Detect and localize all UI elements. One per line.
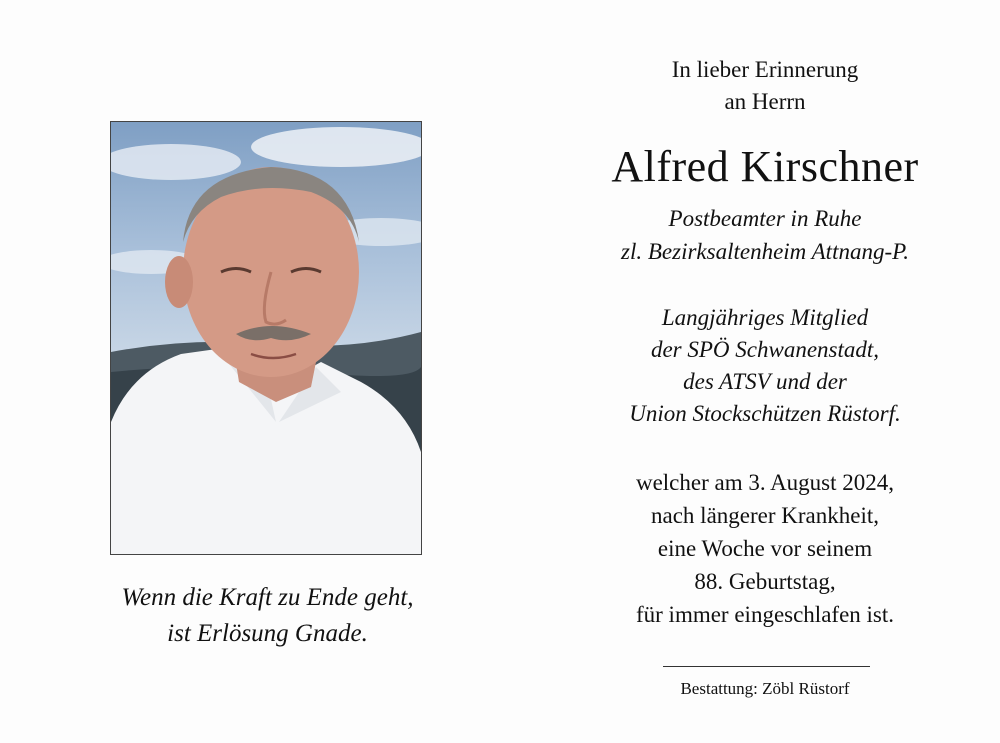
membership-text [520,302,1000,430]
membership-line: der SPÖ Schwanenstadt, [650,337,880,362]
quote-line: ist Erlösung Gnade. [167,620,368,647]
funeral-home: Bestattung: Zöbl Rüstorf [680,679,850,698]
memorial-quote [0,580,535,652]
membership-line: des ATSV und der [683,369,847,394]
role-line: Postbeamter in Ruhe [668,206,862,231]
membership-line: Langjähriges Mitglied [661,305,869,330]
intro-line: an Herrn [724,89,806,114]
death-notice-line: welcher am 3. August 2024, [635,470,895,495]
right-card [520,0,1000,743]
quote-line: Wenn die Kraft zu Ende geht, [121,584,414,611]
intro-line: In lieber Erinnerung [671,57,859,82]
death-notice [520,466,1000,631]
death-notice-line: 88. Geburtstag, [694,569,836,594]
role-line: zl. Bezirksaltenheim Attnang-P. [621,239,909,264]
death-notice-line: nach längerer Krankheit, [651,503,879,528]
intro-text [520,54,1000,118]
death-notice-line: eine Woche vor seinem [657,536,873,561]
occupation-text [520,202,1000,268]
deceased-name: Alfred Kirschner [611,142,919,191]
death-notice-line: für immer eingeschlafen ist. [635,602,895,627]
divider-line [663,666,870,667]
portrait-illustration [111,122,421,554]
membership-line: Union Stockschützen Rüstorf. [629,401,901,426]
portrait-photo [110,121,422,555]
